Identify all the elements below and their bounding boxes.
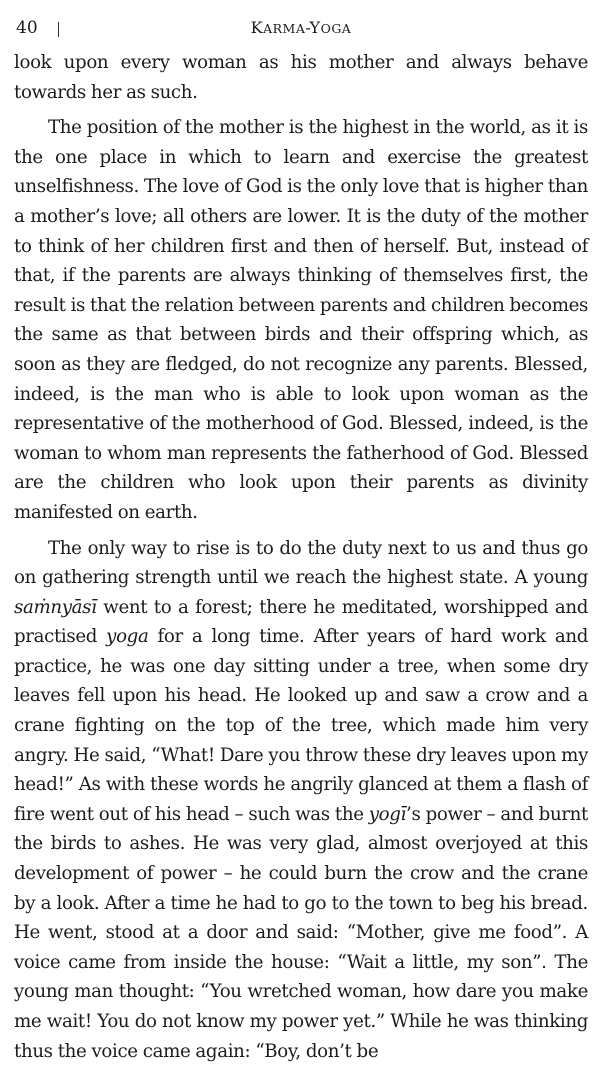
term-yogi: yogī bbox=[369, 804, 406, 825]
term-samnyasi: saṁnyāsī bbox=[14, 597, 97, 618]
paragraph-1: look upon every woman as his mother and always behave towards her as such. bbox=[14, 48, 588, 107]
running-title bbox=[14, 18, 588, 37]
title-separator: - bbox=[305, 18, 309, 37]
paragraph-3-part-a: The only way to rise is to do the duty next to us and thus go on gathering strength until we reach the highest state. A young bbox=[14, 538, 588, 589]
title-rest-1: ARMA bbox=[263, 21, 305, 36]
page-number: 40 bbox=[16, 18, 38, 38]
term-yoga: yoga bbox=[106, 626, 148, 647]
page-header bbox=[14, 14, 588, 44]
paragraph-2: The position of the mother is the highest in the world, as it is the one place in which to learn and exercise the greatest unselfishness. The love of God is the only love that is higher than a mother’s love; all others are lower. It is the duty of the mother to think of her children first and then of herself. But, instead of that, if the parents are always thinking of themselves first, the result is that the relation between parents and children becomes the same as that between birds and their offspring which, as soon as they are fledged, do not recognize any parents. Blessed, indeed, is the man who is able to look upon woman as the representative of the motherhood of God. Blessed, indeed, is the woman to whom man represents the fatherhood of God. Blessed are the children who look upon their parents as divinity manifested on earth. bbox=[14, 113, 588, 527]
paragraph-3-part-d: ’s power – and burnt the birds to ashes. He was very glad, almost overjoyed at this development of power – he could burn the crow and the crane by a look. After a time he had to go to the town to beg his bread. He went, stood at a door and said: “Mother, give me food”. A voice came from inside the house: “Wait a little, my son”. The young man thought: “You wretched woman, how dare you make me wait! You do not know my power yet.” While he was thinking thus the voice came again: “Boy, don’t be bbox=[14, 804, 588, 1062]
title-initial-1: K bbox=[251, 18, 263, 37]
page-body bbox=[14, 48, 588, 1066]
title-initial-2: Y bbox=[310, 18, 321, 37]
title-rest-2: OGA bbox=[321, 21, 352, 36]
paragraph-3-part-c: for a long time. After years of hard work and practice, he was one day sitting under a tree, when some dry leaves fell upon his head. He looked up and saw a crow and a crane fighting on the top of the tree, which made him very angry. He said, “What! Dare you throw these dry leaves upon my head!” As with these words he angrily glanced at them a flash of fire went out of his head – such was the bbox=[14, 626, 588, 825]
paragraph-3-part-b: went to a forest; there he meditated, worshipped and practised bbox=[14, 597, 588, 648]
paragraph-3 bbox=[14, 534, 588, 1066]
